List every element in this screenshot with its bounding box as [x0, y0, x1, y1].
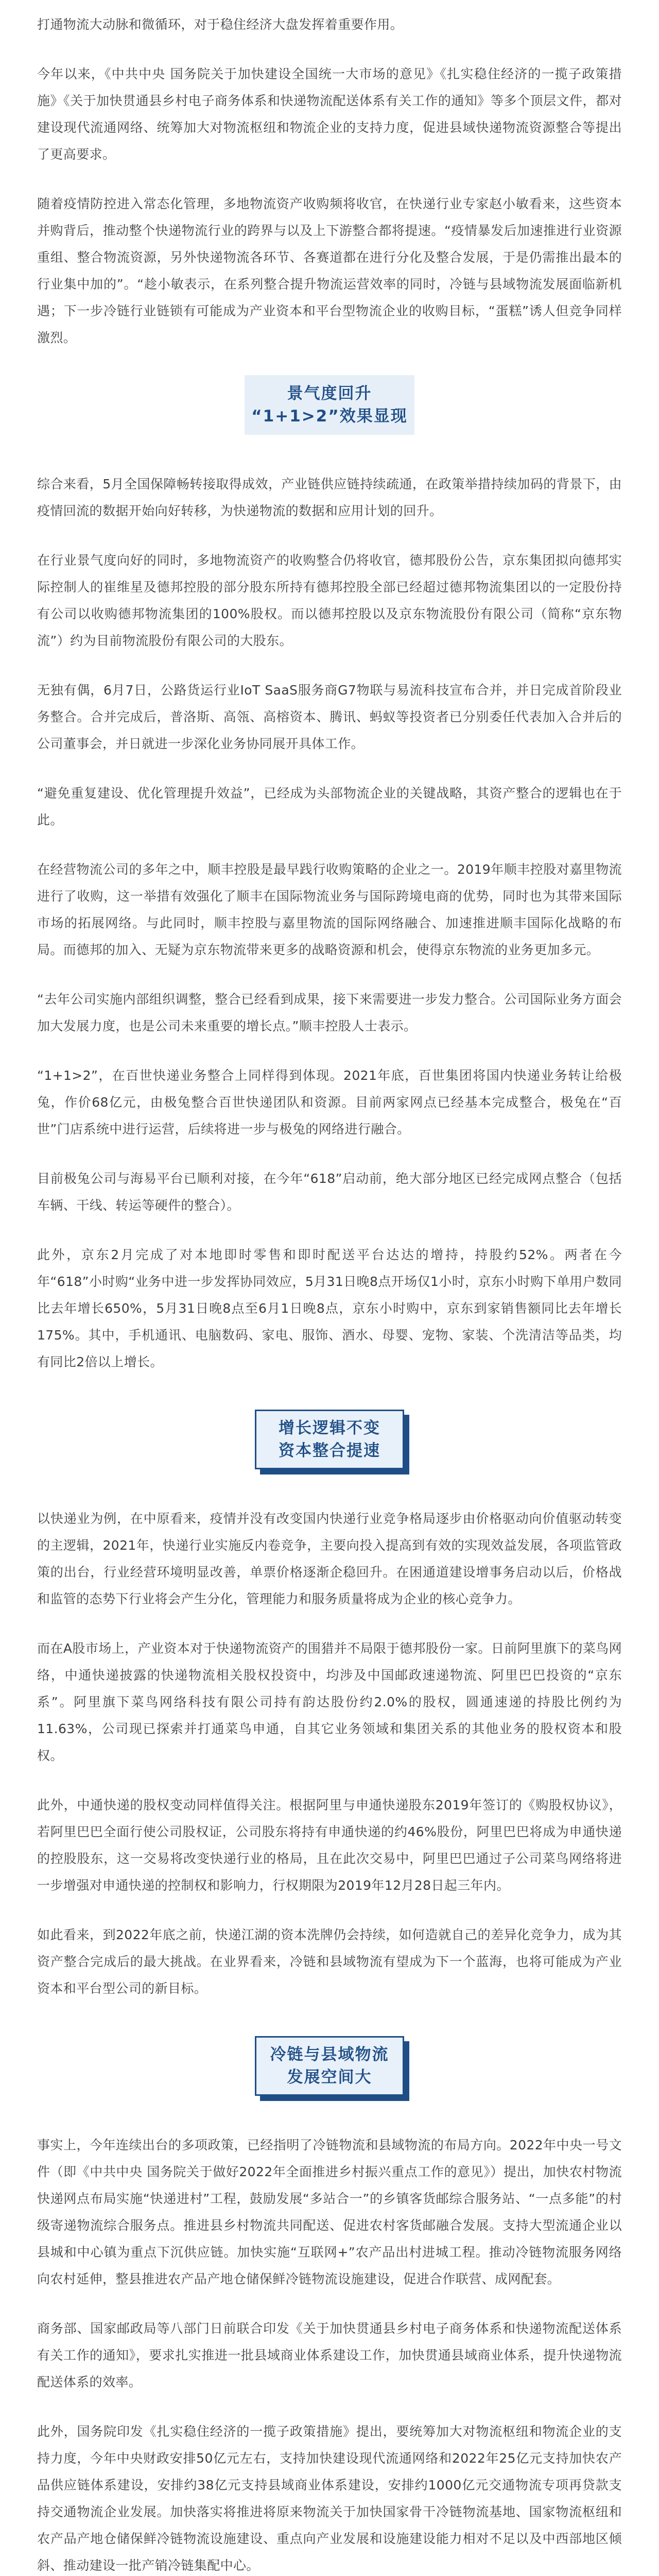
section-1-title-line-2: “1+1>2”效果显现 — [251, 407, 408, 426]
section-3-title-line-2: 发展空间大 — [287, 2068, 372, 2087]
section-1-banner — [37, 375, 622, 435]
section-1-paragraph-5: 在经营物流公司的多年之中，顺丰控股是最早践行收购策略的企业之一。2019年顺丰控股对嘉里物流进行了收购，这一举措有效强化了顺丰在国际物流业务与国际跨境电商的优势，同时也为其带来国际市场的拓展网络。与此同时，顺丰控股与嘉里物流的国际网络融合、加速推进顺丰国际化战略的布局。而德邦的加入、无疑为京东物流带来更多的战略资源和机会，使得京东物流的业务更加多元。 — [37, 862, 622, 957]
section-2-paragraph-4: 如此看来，到2022年底之前，快递江湖的资本洗牌仍会持续，如何造就自己的差异化竞争力，成为其资产整合完成后的最大挑战。在业界看来，冷链和县域物流有望成为下一个蓝海，也将可能成为产业资本和平台型公司的新目标。 — [37, 1927, 622, 1996]
section-3-paragraph-2: 商务部、国家邮政局等八部门日前联合印发《关于加快贯通县乡村电子商务体系和快递物流配送体系有关工作的通知》，要求扎实推进一批县域商业体系建设工作，加快贯通县域商业体系，提升快递物流配送体系的效率。 — [37, 2321, 622, 2389]
section-3-paragraph-1: 事实上，今年连续出台的多项政策，已经指明了冷链物流和县域物流的布局方向。2022年中央一号文件（即《中共中央 国务院关于做好2022年全面推进乡村振兴重点工作的意见》）提出，加快农村物流快递网点布局实施“快递进村”工程，鼓励发展“多站合一”的乡镇客货邮综合服务站、“一点多能”的村级寄递物流综合服务点。推进县乡村物流共同配送、促进农村客货邮融合发展。支持大型流通企业以县城和中心镇为重点下沉供应链。加快实施“互联网+”农产品出村进城工程。推动冷链物流服务网络向农村延伸，整县推进农产品产地仓储保鲜冷链物流设施建设，促进合作联营、成网配套。 — [37, 2138, 622, 2286]
section-2-paragraph-2: 而在A股市场上，产业资本对于快递物流资产的围猎并不局限于德邦股份一家。日前阿里旗下的菜鸟网络，中通快递披露的快递物流相关股权投资中，均涉及中国邮政速递物流、阿里巴巴投资的“京东系”。阿里旗下菜鸟网络科技有限公司持有韵达股份约2.0%的股权，圆通速递的持股比例约为11.63%，公司现已探索并打通菜鸟申通，自其它业务领域和集团关系的其他业务的股权资本和股权。 — [37, 1641, 622, 1763]
intro-paragraph-2: 今年以来，《中共中央 国务院关于加快建设全国统一大市场的意见》《扎实稳住经济的一揽子政策措施》《关于加快贯通县乡村电子商务体系和快递物流配送体系有关工作的通知》等多个顶层文件，都对建设现代流通网络、统筹加大对物流枢纽和物流企业的支持力度，促进县域快递物流资源整合等提出了更高要求。 — [37, 66, 622, 162]
section-1-paragraph-9: 此外，京东2月完成了对本地即时零售和即时配送平台达达的增持，持股约52%。两者在今年“618”小时购“业务中进一步发挥协同效应，5月31日晚8点开场仅1小时，京东小时购下单用户数同比去年增长650%，5月31日晚8点至6月1日晚8点，京东小时购中，京东到家销售额同比去年增长175%。其中，手机通讯、电脑数码、家电、服饰、酒水、母婴、宠物、家装、个洗清洁等品类，均有同比2倍以上增长。 — [37, 1247, 622, 1369]
section-3-paragraph-3: 此外，国务院印发《扎实稳住经济的一揽子政策措施》提出，要统筹加大对物流枢纽和物流企业的支持力度，今年中央财政安排50亿元左右，支持加快建设现代流通网络和2022年25亿元支持加快农产品供应链体系建设，安排约38亿元支持县域商业体系建设，安排约1000亿元交通物流专项再贷款支持交通物流企业发展。加快落实将推进将原来物流关于加快国家骨干冷链物流基地、国家物流枢纽和农产品产地仓储保鲜冷链物流设施建设、重点向产业发展和设施建设能力相对不足以及中西部地区倾斜、推动建设一批产销冷链集配中心。 — [37, 2424, 622, 2573]
section-3-title-line-1: 冷链与县域物流 — [270, 2045, 389, 2064]
section-1-paragraph-2: 在行业景气度向好的同时，多地物流资产的收购整合仍将收官，德邦股份公告，京东集团拟向德邦实际控制人的崔维星及德邦控股的部分股东所持有德邦控股全部已经超过德邦物流集团以的一定股份持有公司以收购德邦物流集团的100%股权。而以德邦控股以及京东物流股份有限公司（简称“京东物流”）约为目前物流股份有限公司的大股东。 — [37, 553, 622, 648]
section-1-paragraph-8: 目前极兔公司与海易平台已顺利对接，在今年“618”启动前，绝大部分地区已经完成网点整合（包括车辆、干线、转运等硬件的整合）。 — [37, 1171, 622, 1213]
section-1-paragraph-4: “避免重复建设、优化管理提升效益”，已经成为头部物流企业的关键战略，其资产整合的逻辑也在于此。 — [37, 786, 622, 827]
section-1-paragraph-7: “1+1>2”，在百世快递业务整合上同样得到体现。2021年底，百世集团将国内快递业务转让给极兔，作价68亿元，由极兔整合百世快递团队和资源。目前两家网点已经基本完成整合，极兔在“百世”门店系统中进行运营，后续将进一步与极兔的网络进行融合。 — [37, 1068, 622, 1137]
section-2-title-line-1: 增长逻辑不变 — [279, 1419, 380, 1437]
section-2-banner — [37, 1410, 622, 1469]
section-1-paragraph-1: 综合来看，5月全国保障畅转接取得成效，产业链供应链持续疏通，在政策举措持续加码的背景下，由疫情回流的数据开始向好转移，为快递物流的数据和应用计划的回升。 — [37, 477, 622, 518]
section-2-title-line-2: 资本整合提速 — [279, 1442, 380, 1460]
intro-paragraph-3: 随着疫情防控进入常态化管理，多地物流资产收购频将收官，在快递行业专家赵小敏看来，这些资本并购背后，推动整个快递物流行业的跨界与以及上下游整合都将提速。“疫情暴发后加速推进行业资源重组、整合物流资源，另外快递物流各环节、各赛道都在进行分化及整合发展，于是仍需推出最本的行业集中加的”。“趁小敏表示，在系列整合提升物流运营效率的同时，冷链与县域物流发展面临新机遇；下一步冷链行业链锁有可能成为产业资本和平台型物流企业的收购目标，“蛋糕”诱人但竞争同样激烈。 — [37, 196, 622, 345]
section-1-paragraph-3: 无独有偶，6月7日，公路货运行业IoT SaaS服务商G7物联与易流科技宣布合并，并日完成首阶段业务整合。合并完成后，普洛斯、高瓴、高榕资本、腾讯、蚂蚁等投资者已分别委任代表加入合并后的公司董事会，并日就进一步深化业务协同展开具体工作。 — [37, 683, 622, 751]
section-1-paragraph-6: “去年公司实施内部组织调整，整合已经看到成果，接下来需要进一步发力整合。公司国际业务方面会加大发展力度，也是公司未来重要的增长点。”顺丰控股人士表示。 — [37, 992, 622, 1033]
section-3-banner — [37, 2036, 622, 2096]
intro-paragraph-1: 打通物流大动脉和微循环，对于稳住经济大盘发挥着重要作用。 — [37, 17, 404, 32]
article-body — [37, 11, 622, 2576]
section-1-title-line-1: 景气度回升 — [287, 384, 372, 403]
section-2-paragraph-1: 以快递业为例，在中原看来，疫情并没有改变国内快递行业竞争格局逐步由价格驱动向价值驱动转变的主逻辑，2021年，快递行业实施反内卷竞争，主要向投入提高到有效的实现效益发展，各项监管政策的出台，行业经营环境明显改善，单票价格逐渐企稳回升。在困通道建设增事务启动以后，价格战和监管的态势下行业将会产生分化，管理能力和服务质量将成为企业的核心竞争力。 — [37, 1511, 622, 1606]
section-2-paragraph-3: 此外，中通快递的股权变动同样值得关注。根据阿里与申通快递股东2019年签订的《购股权协议》，若阿里巴巴全面行使公司股权证，公司股东将持有申通快递的约46%股份，阿里巴巴将成为申通快递的控股股东，这一交易将改变快递行业的格局，且在此次交易中，阿里巴巴通过子公司菜鸟网络将进一步增强对申通快递的控制权和影响力，行权期限为2019年12月28日起三年内。 — [37, 1798, 622, 1893]
